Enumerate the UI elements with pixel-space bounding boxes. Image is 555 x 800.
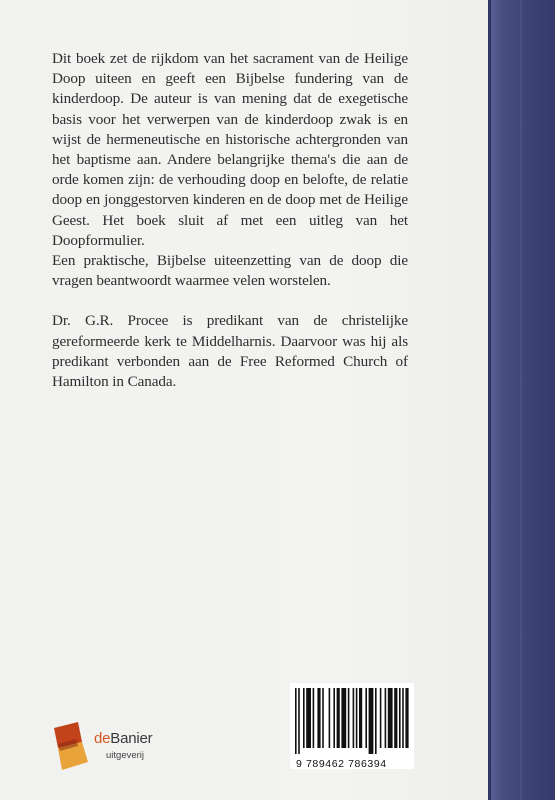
barcode-bar	[341, 688, 346, 748]
barcode-bar	[337, 688, 340, 748]
barcode-bar	[303, 688, 305, 748]
blurb-paragraph-2: Een praktische, Bijbelse uiteenzetting van de doop die vragen beantwoordt waarmee velen worstelen.	[52, 252, 408, 290]
barcode-bar	[405, 688, 408, 748]
barcode-bar	[298, 688, 300, 754]
publisher-subtitle: uitgeverij	[106, 750, 145, 761]
barcode-bar	[402, 688, 404, 748]
paragraph-gap	[52, 291, 408, 311]
barcode-bar	[394, 688, 397, 748]
spine-fold	[520, 0, 522, 800]
barcode-bar	[388, 688, 393, 748]
barcode-bar	[365, 688, 367, 748]
publisher-name-prefix: de	[94, 730, 111, 747]
barcode-bar	[399, 688, 401, 748]
barcode-bar	[380, 688, 382, 748]
barcode-bar	[385, 688, 387, 748]
barcode-bar	[356, 688, 358, 748]
publisher-name	[94, 730, 152, 747]
spine-edge	[488, 0, 491, 800]
de-banier-logo-icon	[52, 722, 92, 776]
barcode-bar	[306, 688, 311, 748]
barcode-bar	[317, 688, 320, 748]
barcode-bar	[333, 688, 335, 748]
blurb-paragraph-1: Dit boek zet de rijkdom van het sacrament van de Heilige Doop uiteen en geeft een Bijbelse fundering van de kinderdoop. De auteur is van mening dat de exegetische basis voor het verwerpen van de kinderdoop zwak is en wijst de hermeneutische en historische achtergronden van het baptisme aan. Andere belangrijke thema's die aan de orde komen zijn: de verhouding doop en belofte, de relatie doop en jonggestorven kinderen en de doop met de Heilige Geest. Het boek sluit af met een uitleg van het Doopformulier.	[52, 50, 408, 249]
barcode-bar	[369, 688, 374, 754]
barcode-bar	[313, 688, 315, 748]
barcode-bar	[322, 688, 324, 748]
barcode-bars	[294, 688, 410, 754]
author-bio: Dr. G.R. Procee is predikant van de christelijke gereformeerde kerk te Middelharnis. Daarvoor was hij als predikant verbonden aan de Free Reformed Church of Hamilton in Canada.	[52, 312, 408, 391]
back-cover-text	[52, 49, 408, 392]
barcode-bar	[353, 688, 355, 748]
isbn-number: 9 789462 786394	[296, 758, 387, 770]
barcode	[290, 683, 414, 769]
barcode-bar	[348, 688, 350, 748]
barcode-bar	[359, 688, 362, 748]
barcode-bar	[295, 688, 297, 754]
publisher-logo	[52, 718, 212, 778]
barcode-bar	[375, 688, 377, 754]
barcode-bar	[329, 688, 331, 748]
publisher-name-main: Banier	[110, 730, 153, 747]
